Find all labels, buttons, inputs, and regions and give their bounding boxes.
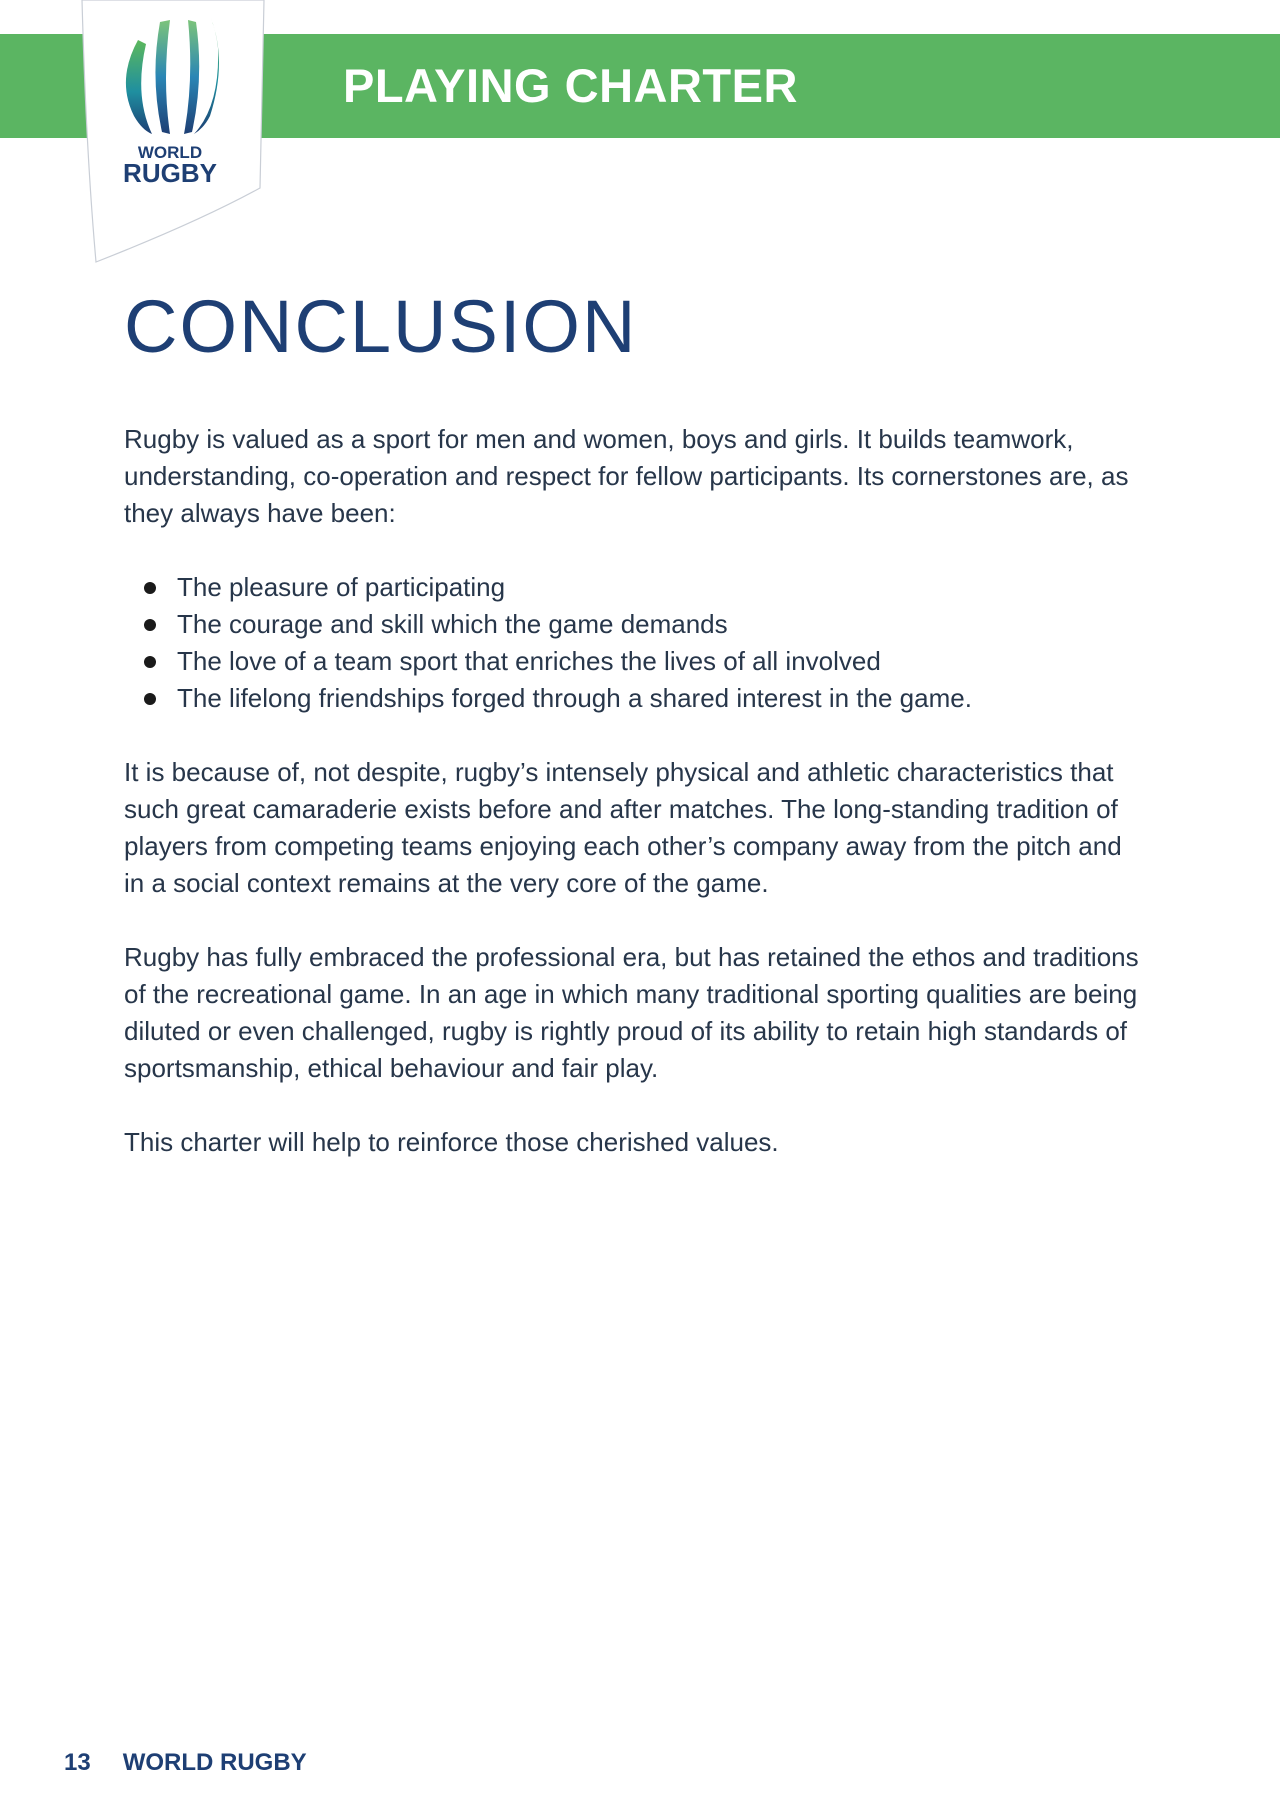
- list-item-text: The pleasure of participating: [177, 572, 506, 602]
- banner-title: PLAYING CHARTER: [343, 59, 798, 112]
- paragraph-camaraderie: It is because of, not despite, rugby’s intensely physical and athletic characteristics that such great camaraderie exists before and after matches. The long-standing tradition of players from competing teams enjoying each other’s company away from the pitch and in a social context remains at the very core of the game.: [124, 757, 1122, 898]
- logo-line2: RUGBY: [123, 158, 217, 188]
- list-item-text: The love of a team sport that enriches the lives of all involved: [177, 646, 881, 676]
- document-body: [124, 421, 1144, 1198]
- page-title: CONCLUSION: [124, 285, 638, 368]
- bullet-icon: [144, 656, 156, 668]
- list-item: [124, 680, 1144, 717]
- page-number: 13: [64, 1749, 91, 1776]
- intro-paragraph: Rugby is valued as a sport for men and women, boys and girls. It builds teamwork, understanding, co-operation and respect for fellow participants. Its cornerstones are, as they always have been:: [124, 424, 1129, 528]
- list-item: [124, 569, 1144, 606]
- cornerstones-list: [124, 569, 1144, 717]
- page-footer: [64, 1748, 307, 1778]
- list-item-text: The courage and skill which the game demands: [177, 609, 728, 639]
- list-item: [124, 643, 1144, 680]
- bullet-icon: [144, 619, 156, 631]
- logo-line1: WORLD: [137, 143, 203, 162]
- bullet-icon: [144, 693, 156, 705]
- closing-paragraph: This charter will help to reinforce those cherished values.: [124, 1127, 779, 1157]
- footer-org-name: WORLD RUGBY: [122, 1749, 307, 1776]
- list-item: [124, 606, 1144, 643]
- paragraph-professional-era: Rugby has fully embraced the professional era, but has retained the ethos and traditions of the recreational game. In an age in which many traditional sporting qualities are being diluted or even challenged, rugby is rightly proud of its ability to retain high standards of sportsmanship, ethical behaviour and fair play.: [124, 942, 1139, 1083]
- bullet-icon: [144, 582, 156, 594]
- list-item-text: The lifelong friendships forged through a shared interest in the game.: [177, 683, 972, 713]
- world-rugby-logo-icon: [78, 0, 278, 270]
